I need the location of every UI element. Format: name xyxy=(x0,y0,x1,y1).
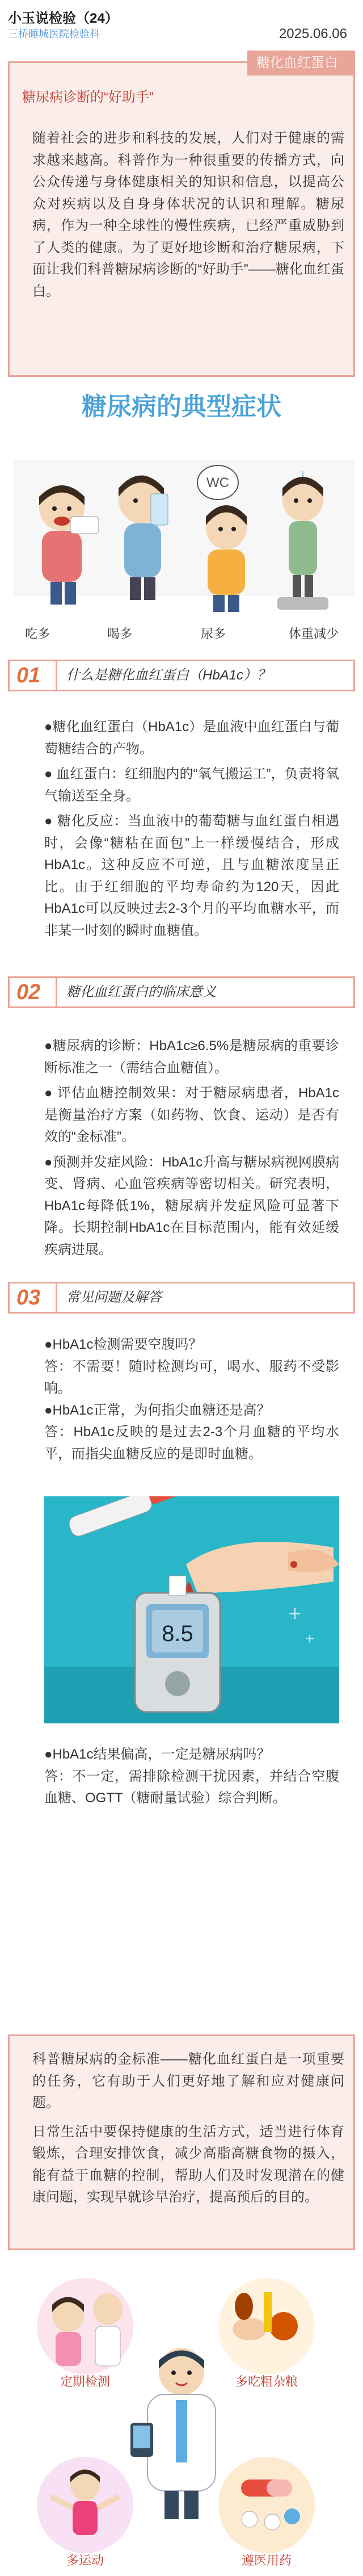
summary-para: 日常生活中要保持健康的生活方式，适当进行体育锻炼，合理安排饮食，减少高脂高糖食物的摄入，能有益于血糖的控制，帮助人们及时发现潜在的健康问题，实现早就诊早治疗，提高预后的目的。 xyxy=(32,2124,344,2205)
qa-answer: 答：HbA1c反映的是过去2-3个月血糖的平均水平，而指尖血糖反应的是即时血糖。 xyxy=(44,1424,339,1462)
section-03-question: 常见问题及解答 xyxy=(66,1290,162,1305)
intro-box xyxy=(8,55,355,377)
intro-tag: 糖化血红蛋白 xyxy=(247,51,355,75)
symptom-label-urine: 尿多 xyxy=(201,627,226,641)
section-01-header xyxy=(8,660,355,691)
qa-question: ●HbA1c结果偏高，一定是糖尿病吗？ xyxy=(44,1747,271,1762)
grains-tip xyxy=(218,2278,315,2389)
exercise-tip xyxy=(37,2457,133,2567)
summary-para: 科普糖尿病的金标准——糖化血红蛋白是一项重要的任务，它有助于人们更好地了解和应对健康问题。 xyxy=(32,2051,344,2111)
article-title: 小玉说检验（24） xyxy=(8,11,119,26)
meter-reading: 8.5 xyxy=(162,1621,193,1646)
section-02-para: ●糖尿病的诊断：HbA1c≥6.5%是糖尿病的重要诊断标准之一（需结合血糖值）。 xyxy=(44,1038,339,1076)
symptoms-title: 糖尿病的典型症状 xyxy=(82,393,281,421)
doctor-figure xyxy=(130,2348,216,2519)
intro-heading: 糖尿病诊断的“好助手” xyxy=(22,90,154,105)
wc-bubble-text: WC xyxy=(206,475,229,490)
intro-paragraph: 随着社会的进步和科技的发展，人们对于健康的需求越来越高。科普作为一种很重要的传播方式，向公众传递与身体健康相关的知识和信息，以提高公众对疾病以及自身身体状况的认识和理解。糖尿病，作为一种全球性的慢性疾病，已经严重威胁到了人类的健康。为了更好地诊断和治疗糖尿病，下面让我们科普糖尿病诊断的“好助手”——糖化血红蛋白。 xyxy=(32,131,344,299)
section-02-para: ● 评估血糖控制效果：对于糖尿病患者，HbA1c是衡量治疗方案（如药物、饮食、运动）是否有效的“金标准”。 xyxy=(44,1085,339,1144)
tip-label-testing: 定期检测 xyxy=(60,2374,111,2389)
publisher-link[interactable]: 三桥睡城医院检验科 xyxy=(8,28,100,40)
section-01-number: 01 xyxy=(10,661,57,690)
testing-tip xyxy=(37,2278,133,2389)
section-02-header xyxy=(8,976,355,1008)
section-01-body xyxy=(44,716,339,945)
section-03-number: 03 xyxy=(10,1283,57,1312)
symptom-label-drink: 喝多 xyxy=(107,627,133,641)
symptom-label-eat: 吃多 xyxy=(25,627,50,641)
section-01-para: ● 血红蛋白：红细胞内的“氧气搬运工”，负责将氧气输送至全身。 xyxy=(44,766,339,804)
tips-image xyxy=(17,2264,346,2570)
symptoms-figures xyxy=(14,437,354,624)
qa-question: ●HbA1c检测需要空腹吗？ xyxy=(44,1337,202,1352)
tip-label-grains: 多吃粗杂粮 xyxy=(235,2374,298,2389)
section-02-question: 糖化血红蛋白的临床意义 xyxy=(66,984,216,1000)
section-02-para: ●预测并发症风险：HbA1c升高与糖尿病视网膜病变、肾病、心血管疾病等密切相关。研究表明，HbA1c每降低1%，糖尿病并发症风险可显著下降。长期控制HbA1c在目标范围内，能有效延缓疾病进展。 xyxy=(44,1154,339,1257)
svg-text:+: + xyxy=(305,1630,315,1647)
symptoms-illustration xyxy=(14,437,354,647)
summary-box xyxy=(8,2034,355,2250)
svg-text:+: + xyxy=(288,1601,302,1626)
section-02-body xyxy=(44,1035,339,1264)
tip-label-medication: 遵医用药 xyxy=(241,2553,292,2567)
qa-answer: 答：不一定，需排除检测干扰因素，并结合空腹血糖、OGTT（糖耐量试验）综合判断。 xyxy=(44,1768,339,1806)
section-02-number: 02 xyxy=(10,978,57,1006)
svg-text:↓: ↓ xyxy=(300,468,306,479)
medication-tip xyxy=(218,2457,315,2567)
qa-answer: 答：不需要！随时检测均可，喝水、服药不受影响。 xyxy=(44,1358,339,1396)
glucose-meter-illustration xyxy=(44,1496,339,1723)
summary-text xyxy=(32,2049,344,2209)
article-header xyxy=(0,0,363,45)
glucose-meter-image xyxy=(44,1496,339,1723)
tips-illustration xyxy=(17,2264,346,2570)
qa-question: ●HbA1c正常，为何指尖血糖还是高？ xyxy=(44,1402,271,1418)
publish-date: 2025.06.06 xyxy=(278,26,347,41)
symptom-label-weight: 体重减少 xyxy=(289,627,339,641)
section-01-para: ●糖化血红蛋白（HbA1c）是血液中血红蛋白与葡萄糖结合的产物。 xyxy=(44,719,339,757)
section-03-qa-1 xyxy=(44,1334,339,1465)
section-01-question: 什么是糖化血红蛋白（HbA1c）？ xyxy=(66,668,271,683)
section-03-qa-2 xyxy=(44,1744,339,1810)
section-01-para: ● 糖化反应：当血液中的葡萄糖与血红蛋白相遇时，会像“糖粘在面包”上一样缓慢结合，形成HbA1c。这种反应不可逆，且与血糖浓度呈正比。由于红细胞的平均寿命约为120天，因此HbA1c可以反映过去2-3个月的平均血糖水平，而非某一时刻的瞬时血糖值。 xyxy=(44,813,339,938)
section-03-header xyxy=(8,1282,355,1314)
tip-label-exercise: 多运动 xyxy=(66,2553,104,2567)
